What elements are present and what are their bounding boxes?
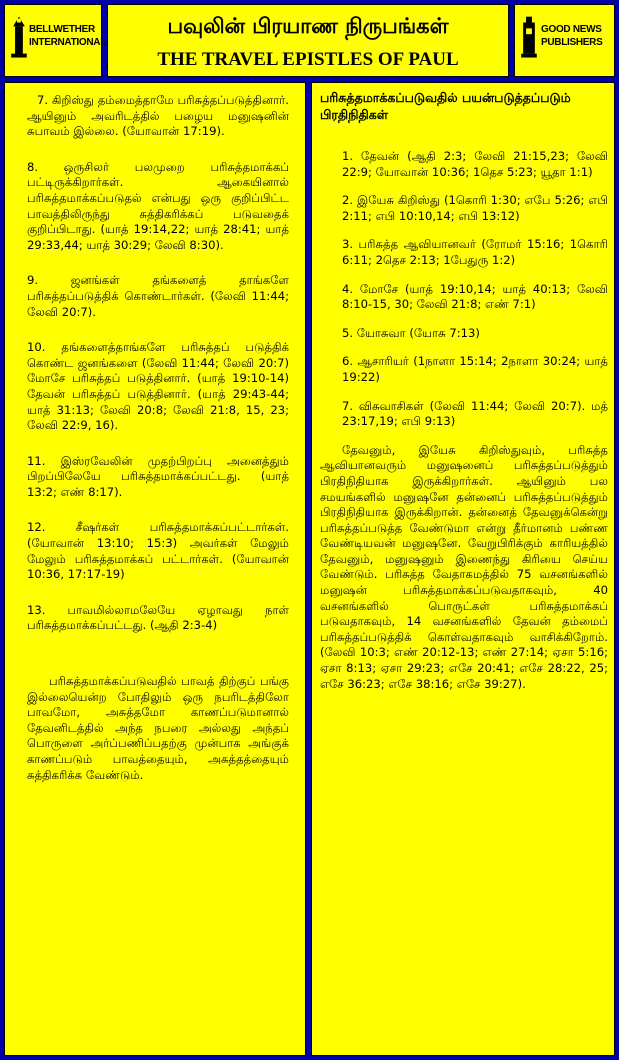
- list-item: 12. சீஷர்கள் பரிசுத்தமாக்கப்பட்டார்கள். (யோவான் 13:10; 15:3) அவர்கள் மேலும் மேலும் பரிசுத்தமாக்கப் பட்டார்கள். (யோவான் 10:36, 17:17-19): [27, 520, 289, 582]
- bellwether-logo-box: [4, 4, 107, 77]
- list-item: 5. யோசுவா (யோசு 7:13): [342, 325, 480, 340]
- left-column-content: [27, 93, 289, 783]
- list-item: 2. இயேசு கிறிஸ்து (1கொரி 1:30; எபே 5:26; எபி 2:11; எபி 10:10,14; எபி 13:12): [342, 193, 608, 223]
- good-news-logo-text: GOOD NEWS PUBLISHERS: [541, 24, 603, 48]
- list-item: 7. கிறிஸ்து தம்மைத்தாமே பரிசுத்தப்படுத்தினார். ஆயினும் அவரிடத்தில் பழைய மனுஷனின் சுபாவம் இல்லை. (யோவான் 17:19).: [27, 93, 289, 139]
- list-item: 13. பாவமில்லாமலேயே ஏழாவது நாள் பரிசுத்தமாக்கப்பட்டது. (ஆதி 2:3-4): [27, 602, 289, 633]
- right-column: [311, 82, 615, 1056]
- list-item: 4. மோசே (யாத் 19:10,14; யாத் 40:13; லேவி 8:10-15, 30; லேவி 21:8; எண் 7:1): [342, 281, 608, 312]
- right-column-content: [320, 89, 608, 692]
- agents-list: [320, 149, 608, 430]
- bellwether-logo-text: BELLWETHER INTERNATIONAL: [29, 24, 107, 48]
- title-tamil: பவுலின் பிரயாண நிருபங்கள்: [167, 14, 449, 38]
- list-item: 10. தங்களைத்தாங்களே பரிசுத்தப் படுத்திக் கொண்ட ஜனங்களை (லேவி 11:44; லேவி 20:7) மோசே பரிசுத்தப் படுத்தினார். (யாத் 19:10-14) தேவன் பரிசுத்தப் படுத்தினார். (யாத் 29:43-44; யாத் 31:13; லேவி 20:8; லேவி 21:8, 15, 23; லேவி 22:9, 16).: [27, 340, 289, 433]
- left-column: [4, 82, 306, 1056]
- closing-paragraph: தேவனும், இயேசு கிறிஸ்துவும், பரிசுத்த ஆவியானவரும் மனுஷனைப் பரிசுத்தப்படுத்தும் பிரதிநிதியாக இருக்கிறார்கள். ஆயினும் பல சமயங்களில் மனுஷனே தன்னைப் பரிசுத்தப்படுத்தும் பிரதிநிதியாக இருக்கிறான். தன்னைத் தேவனுக்கென்று பரிசுத்தப்படுத்த வேண்டுமா என்று தீர்மானம் பண்ண வேண்டியவன் மனுஷனே. வேறுபிரிக்கும் காரியத்தில் தேவனும், மனுஷனும் இணைந்து கிரியை செய்ய வேண்டும். பரிசுத்த வேதாகமத்தில் 75 வசனங்களில் மனுஷன் பரிசுத்தமாக்கப்படுவதாகவும், 40 வசனங்களில் பொருட்கள் பரிசுத்தமாக்கப் படுவதாகவும், 14 வசனங்களில் தேவன் தம்மைப் பரிசுத்தப்படுத்திக் கொள்வதாகவும் வாசிக்கிறோம். (லேவி 10:3; எண் 20:12-13; எண் 27:14; ஏசா 5:16; ஏசா 8:13; ஏசா 29:23; எசே 20:41; எசே 28:22, 25; எசே 36:23; எசே 38:16; எசே 39:27).: [320, 442, 608, 691]
- list-item: 6. ஆசாரியர் (1நாளா 15:14; 2நாளா 30:24; யாத் 19:22): [342, 354, 608, 384]
- list-item: 9. ஜனங்கள் தங்களைத் தாங்களே பரிசுத்தப்படுத்திக் கொண்டார்கள். (லேவி 11:44; லேவி 20:7).: [27, 273, 289, 319]
- title-english: THE TRAVEL EPISTLES OF PAUL: [157, 49, 459, 70]
- title-box: [107, 4, 509, 77]
- closing-paragraph: பரிசுத்தமாக்கப்படுவதில் பாவத் திற்குப் பங்கு இல்லையென்ற போதிலும் ஒரு நபரிடத்திலோ பாவமோ, அசுத்தமோ காணப்படுமானால் தேவனிடத்தில் அந்த நபரை அல்லது அந்தப் பொருளை அர்ப்பணிப்பதற்கு முன்பாக அங்குக் காணப்படும் பாவத்தையும், அசுத்தத்தையும் சுத்திகரிக்க வேண்டும்.: [27, 674, 289, 782]
- good-news-logo-box: [514, 4, 615, 77]
- section-heading: பரிசுத்தமாக்கப்படுவதில் பயன்படுத்தப்படும் பிரதிநிதிகள்: [320, 90, 571, 122]
- list-item: 1. தேவன் (ஆதி 2:3; லேவி 21:15,23; லேவி 22:9; யோவான் 10:36; 1தெச 5:23; யூதா 1:1): [342, 149, 608, 179]
- list-item: 8. ஒருசிலர் பலமுறை பரிசுத்தமாக்கப் பட்டிருக்கிறார்கள். ஆகையினால் பரிசுத்தமாக்கப்படுதல் என்பது ஒரு குறிப்பிட்ட பாவத்திலிருந்து சுத்திகரிக்கப் படுவதைக் குறிப்பிடாது. (யாத் 19:14,22; யாத் 28:41; யாத் 29:33,44; யாத் 30:29; லேவி 8:30).: [27, 159, 289, 252]
- list-item: 7. விசுவாசிகள் (லேவி 11:44; லேவி 20:7). மத் 23:17,19; எபி 9:13): [342, 398, 608, 429]
- list-item: 11. இஸ்ரவேலின் முதற்பிறப்பு அனைத்தும் பிறப்பிலேயே பரிசுத்தமாக்கப்பட்டது. (யாத் 13:2; எண் 8:17).: [27, 453, 289, 499]
- list-item: 3. பரிசுத்த ஆவியானவர் (ரோமர் 15:16; 1கொரி 6:11; 2தெச 2:13; 1பேதுரு 1:2): [342, 237, 608, 267]
